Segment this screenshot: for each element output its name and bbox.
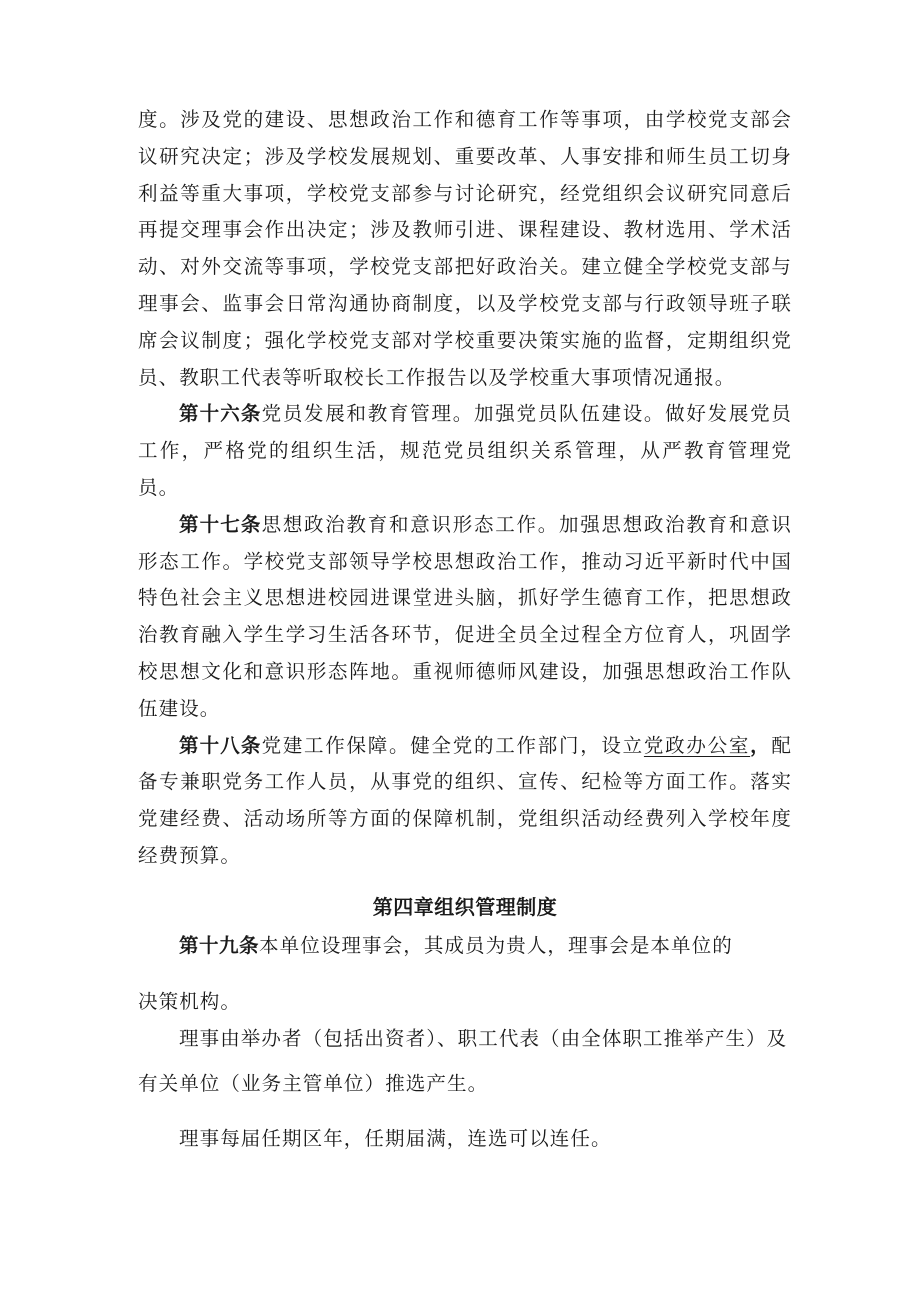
chapter-4-title: 第四章组织管理制度 [372, 895, 558, 919]
article-19-number: 第十九条 [179, 934, 260, 957]
article-18-comma: ， [750, 733, 772, 757]
article-18 [138, 728, 792, 875]
article-16-number: 第十六条 [179, 402, 262, 426]
article-19-continued: 决策机构。 [138, 990, 242, 1013]
article-19-text: 本单位设理事会，其成员为贵人，理事会是本单位的 [259, 934, 733, 957]
article-18-text-post: 配备专兼职党务工作人员，从事党的组织、宣传、纪检等方面工作。落实党建经费、活动场所等方面的保障机制，党组织活动经费列入学校年度经费预算。 [138, 733, 792, 867]
article-16 [138, 396, 792, 506]
article-19 [179, 928, 733, 964]
article-18-text-pre: 党建工作保障。健全党的工作部门，设立 [261, 733, 644, 757]
directors-line-2: 有关单位（业务主管单位）推选产生。 [138, 1072, 489, 1095]
article-16-text: 党员发展和教育管理。加强党员队伍建设。做好发展党员工作，严格党的组织生活，规范党员组织关系管理，从严教育管理党员。 [138, 402, 792, 499]
body-text-section [138, 102, 792, 875]
article-18-number: 第十八条 [179, 733, 262, 757]
paragraph-continued: 度。涉及党的建设、思想政治工作和德育工作等事项，由学校党支部会议研究决定；涉及学校发展规划、重要改革、人事安排和师生员工切身利益等重大事项，学校党支部参与讨论研究，经党组织会议研究同意后再提交理事会作出决定；涉及教师引进、课程建设、教材选用、学术活动、对外交流等事项，学校党支部把好政治关。建立健全学校党支部与理事会、监事会日常沟通协商制度，以及学校党支部与行政领导班子联席会议制度；强化学校党支部对学校重要决策实施的监督，定期组织党员、教职工代表等听取校长工作报告以及学校重大事项情况通报。 [138, 108, 792, 389]
article-18-office-name: 党政办公室 [643, 733, 751, 757]
article-17-text: 思想政治教育和意识形态工作。加强思想政治教育和意识形态工作。学校党支部领导学校思想政治工作，推动习近平新时代中国特色社会主义思想进校园进课堂进头脑，抓好学生德育工作，把思想政治教育融入学生学习生活各环节，促进全员全过程全方位育人，巩固学校思想文化和意识形态阵地。重视师德师风建设，加强思想政治工作队伍建设。 [138, 512, 792, 720]
article-17-number: 第十七条 [179, 512, 262, 536]
director-term: 理事每届任期区年，任期届满，连选可以连任。 [179, 1127, 612, 1150]
directors-line-1: 理事由举办者（包括出资者）、职工代表（由全体职工推举产生）及 [179, 1027, 788, 1050]
article-17 [138, 507, 792, 728]
